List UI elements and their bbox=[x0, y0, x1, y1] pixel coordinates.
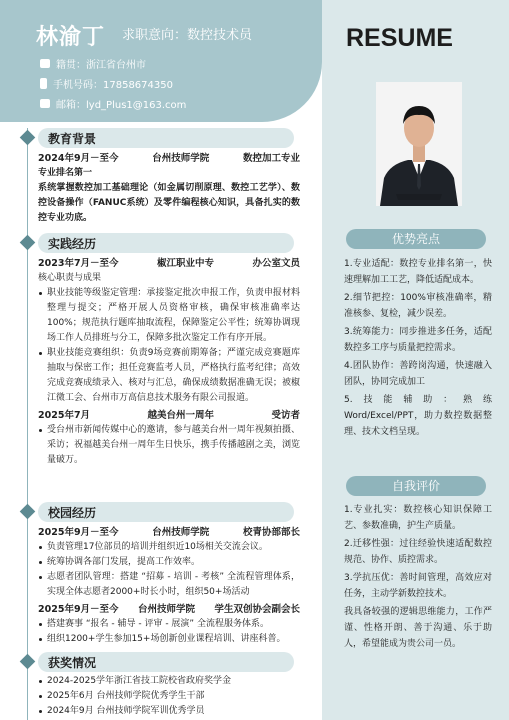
campus-list bbox=[38, 540, 300, 600]
list-item: 5.技能辅助：熟练Word/Excel/PPT，助力数控数据整理、技术文档呈现。 bbox=[344, 395, 492, 437]
native-place bbox=[40, 56, 146, 71]
diamond-icon bbox=[20, 130, 36, 146]
education-heading: 教育背景 bbox=[48, 132, 97, 146]
self-eval-list bbox=[344, 502, 492, 654]
list-item: 3.学抗压优：善时间管理，高效应对任务，主动学新数控技术。 bbox=[344, 573, 492, 599]
list-item: 负责管理17位部员的培训并组织近10场相关交流会议。 bbox=[38, 540, 300, 555]
list-item: 1.专业扎实：数控核心知识保障工艺、参数准确，护生产质量。 bbox=[344, 505, 492, 531]
campus-row bbox=[38, 525, 300, 540]
practice-heading: 实践经历 bbox=[48, 237, 97, 251]
profile-photo bbox=[376, 82, 462, 206]
campus-org: 台州技师学院 bbox=[152, 527, 210, 538]
phone-icon bbox=[40, 78, 47, 89]
campus-role: 学生双创协会副会长 bbox=[214, 604, 300, 615]
self-eval-heading: 自我评价 bbox=[346, 476, 486, 496]
awards-heading-bar bbox=[38, 652, 294, 672]
list-item: 受台州市新闻传媒中心的邀请，参与越美台州一周年视频拍摄、采访；祝福越美台州一周年生日快乐，携手传播越剧之美，浏览量破万。 bbox=[38, 423, 300, 468]
education-rank: 专业排名第一 bbox=[38, 168, 93, 178]
candidate-name: 林渝丁 bbox=[36, 25, 106, 50]
mail-icon bbox=[40, 99, 50, 108]
education-major: 数控加工专业 bbox=[242, 153, 300, 164]
education-row bbox=[38, 151, 300, 166]
campus-row bbox=[38, 602, 300, 617]
practice-row bbox=[38, 408, 300, 423]
campus-date: 2025年9月－至今 bbox=[38, 527, 119, 538]
practice-heading-bar bbox=[38, 233, 294, 253]
diamond-icon bbox=[20, 504, 36, 520]
list-item: 统筹协调各部门发展，提高工作效率。 bbox=[38, 555, 300, 570]
campus-heading-bar bbox=[38, 502, 294, 522]
campus-role: 校青协部部长 bbox=[242, 527, 300, 538]
education-school: 台州技师学院 bbox=[152, 153, 210, 164]
education-desc: 系统掌握数控加工基础理论（如金属切削原理、数控工艺学）、数控设备操作（FANUC系统）及零件编程核心知识，具备扎实的数控专业功底。 bbox=[38, 183, 300, 223]
native-place-text: 籍贯：浙江省台州市 bbox=[56, 60, 146, 71]
list-item: 4.团队协作：善跨岗沟通，快速融入团队，协同完成加工 bbox=[344, 361, 492, 387]
list-item: 2.迁移性强：过往经验快速适配数控规范、协作、质控需求。 bbox=[344, 539, 492, 565]
practice-list bbox=[38, 423, 300, 468]
list-item: 搭建赛事 “报名 - 辅导 - 评审 - 展演” 全流程服务体系。 bbox=[38, 617, 300, 632]
practice-list bbox=[38, 286, 300, 406]
education-date: 2024年9月－至今 bbox=[38, 153, 119, 164]
person-portrait-icon bbox=[376, 82, 462, 206]
phone bbox=[40, 76, 173, 91]
education-heading-bar bbox=[38, 128, 294, 148]
diamond-icon bbox=[20, 235, 36, 251]
resume-title: RESUME bbox=[346, 24, 453, 52]
strengths-heading: 优势亮点 bbox=[346, 229, 486, 249]
job-intent: 求职意向：数控技术员 bbox=[122, 28, 253, 43]
diamond-icon bbox=[20, 654, 36, 670]
practice-date: 2025年7月 bbox=[38, 410, 91, 421]
list-item: 志愿者团队管理：搭建 “招募 - 培训 - 考核” 全流程管理体系，实现全体志愿者2000+时长小时，组织50+场活动 bbox=[38, 570, 300, 600]
strengths-list bbox=[344, 256, 492, 442]
campus-list bbox=[38, 617, 300, 647]
email bbox=[40, 96, 186, 111]
practice-role: 办公室文员 bbox=[252, 258, 300, 269]
list-item: 2024-2025学年浙江省技工院校省政府奖学金 bbox=[38, 674, 300, 689]
list-item: 2025年6月 台州技师学院优秀学生干部 bbox=[38, 689, 300, 704]
education-block bbox=[38, 151, 300, 226]
list-item: 职业技能竞赛组织：负责9场竞赛前期筹备；严谨完成竞赛题库抽取与保密工作；担任竞赛监考人员，严格执行监考纪律；高效完成竞赛成绩录入、核对与汇总，确保成绩数据准确无误；被椒江微工会、台州市万高信息技术服务有限公司报道。 bbox=[38, 346, 300, 406]
practice-org: 椒江职业中专 bbox=[157, 258, 215, 269]
awards-heading: 获奖情况 bbox=[48, 656, 97, 670]
timeline-line bbox=[27, 128, 28, 720]
campus-date: 2025年9月－至今 bbox=[38, 604, 119, 615]
list-item: 职业技能等级鉴定管理：承接鉴定批次申报工作，负责申报材料整理与提交；严格开展人员资格审核，确保审核准确率达 100%；规范执行题库抽取流程，保障鉴定公平性；统筹协调现场工作人员排班与分工，保障多批次鉴定工作有序开展。 bbox=[38, 286, 300, 346]
list-item: 2.细节把控：100%审核准确率，精准核参、复检，减少误差。 bbox=[344, 293, 492, 319]
list-item: 3.统筹能力：同步推进多任务，适配数控多工序与质量把控需求。 bbox=[344, 327, 492, 353]
email-text: 邮箱：lyd_Plus1@163.com bbox=[56, 100, 187, 111]
practice-date: 2023年7月－至今 bbox=[38, 258, 119, 269]
campus-heading: 校园经历 bbox=[48, 506, 97, 520]
practice-row bbox=[38, 256, 300, 271]
awards-block bbox=[38, 674, 300, 719]
practice-org: 越美台州一周年 bbox=[147, 410, 215, 421]
list-item: 1.专业适配：数控专业排名第一，快速理解加工工艺，降低适配成本。 bbox=[344, 259, 492, 285]
list-item: 我具备较强的逻辑思维能力，工作严谨、性格开朗、善于沟通、乐于助人，希望能成为贵公司一员。 bbox=[344, 607, 492, 649]
phone-text: 手机号码：17858674350 bbox=[53, 80, 173, 91]
list-item: 组织1200+学生参加15+场创新创业课程培训、讲座科普。 bbox=[38, 632, 300, 647]
practice-sub: 核心职责与成果 bbox=[38, 273, 102, 283]
awards-list bbox=[38, 674, 300, 719]
practice-block bbox=[38, 256, 300, 468]
practice-role: 受访者 bbox=[271, 410, 300, 421]
home-icon bbox=[40, 59, 50, 68]
campus-block bbox=[38, 525, 300, 647]
campus-org: 台州技师学院 bbox=[138, 604, 196, 615]
list-item: 2024年9月 台州技师学院军训优秀学员 bbox=[38, 704, 300, 719]
